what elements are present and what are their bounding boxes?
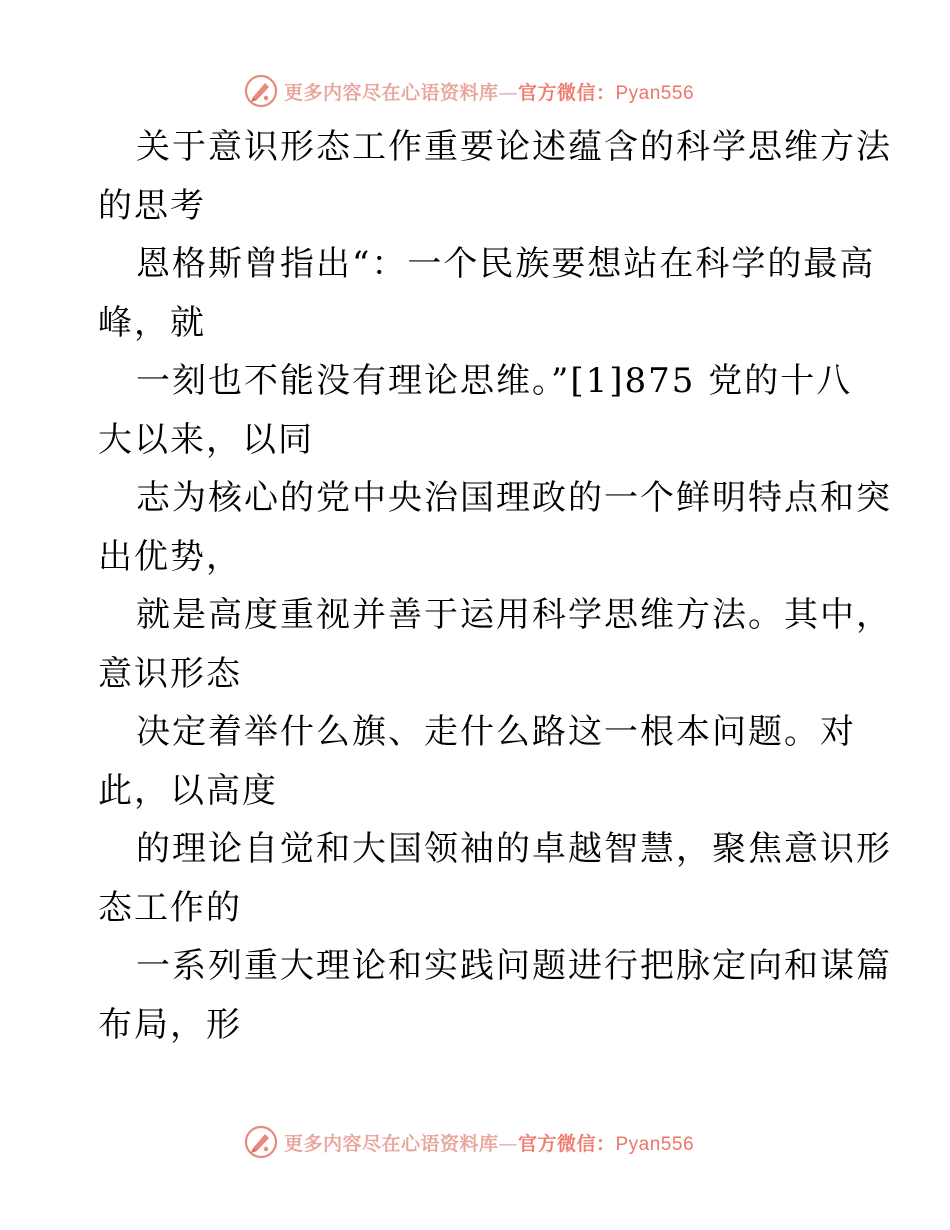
footer-banner (0, 1122, 950, 1162)
paragraph-line: 关于意识形态工作重要论述蕴含的科学思维方法 (136, 127, 892, 167)
paragraph-line: 意识形态 (98, 653, 242, 694)
header-banner-text (284, 78, 694, 105)
paragraph-line: 大以来，以同 (98, 419, 314, 460)
paragraph-line: 出优势， (98, 536, 242, 577)
footer-banner-text (284, 1129, 694, 1156)
header-banner-inner (244, 74, 694, 108)
paragraph-line: 此，以高度 (98, 770, 278, 811)
paragraph-line: 一刻也不能没有理论思维。”[1]875 党的十八 (136, 361, 853, 401)
pen-logo-icon (244, 1125, 278, 1159)
footer-official-label: 官方微信： (517, 1132, 616, 1155)
paragraph-line: 的理论自觉和大国领袖的卓越智慧，聚焦意识形 (136, 829, 892, 869)
paragraph-line: 态工作的 (98, 887, 242, 928)
footer-site-name: 更多内容尽在心语资料库 (283, 1132, 499, 1155)
paragraph-line: 志为核心的党中央治国理政的一个鲜明特点和突 (136, 478, 892, 518)
header-official-label: 官方微信： (517, 81, 616, 104)
header-dash: — (498, 81, 518, 104)
header-site-name: 更多内容尽在心语资料库 (283, 81, 499, 104)
paragraph-line: 的思考 (98, 185, 206, 226)
header-banner (0, 71, 950, 111)
paragraph-line: 决定着举什么旗、走什么路这一根本问题。对 (136, 712, 856, 752)
document-body (98, 118, 892, 1054)
footer-wechat-id: Pyan556 (615, 1133, 695, 1155)
paragraph-line: 布局，形 (98, 1004, 242, 1045)
pen-logo-icon (244, 74, 278, 108)
paragraph-line: 一系列重大理论和实践问题进行把脉定向和谋篇 (136, 946, 892, 986)
footer-banner-inner (244, 1125, 694, 1159)
footer-dash: — (498, 1132, 518, 1155)
paragraph-line: 恩格斯曾指出“：一个民族要想站在科学的最高 (136, 244, 876, 284)
paragraph-line: 峰，就 (98, 302, 206, 343)
paragraph-line: 就是高度重视并善于运用科学思维方法。其中， (136, 595, 892, 635)
header-wechat-id: Pyan556 (615, 82, 695, 104)
